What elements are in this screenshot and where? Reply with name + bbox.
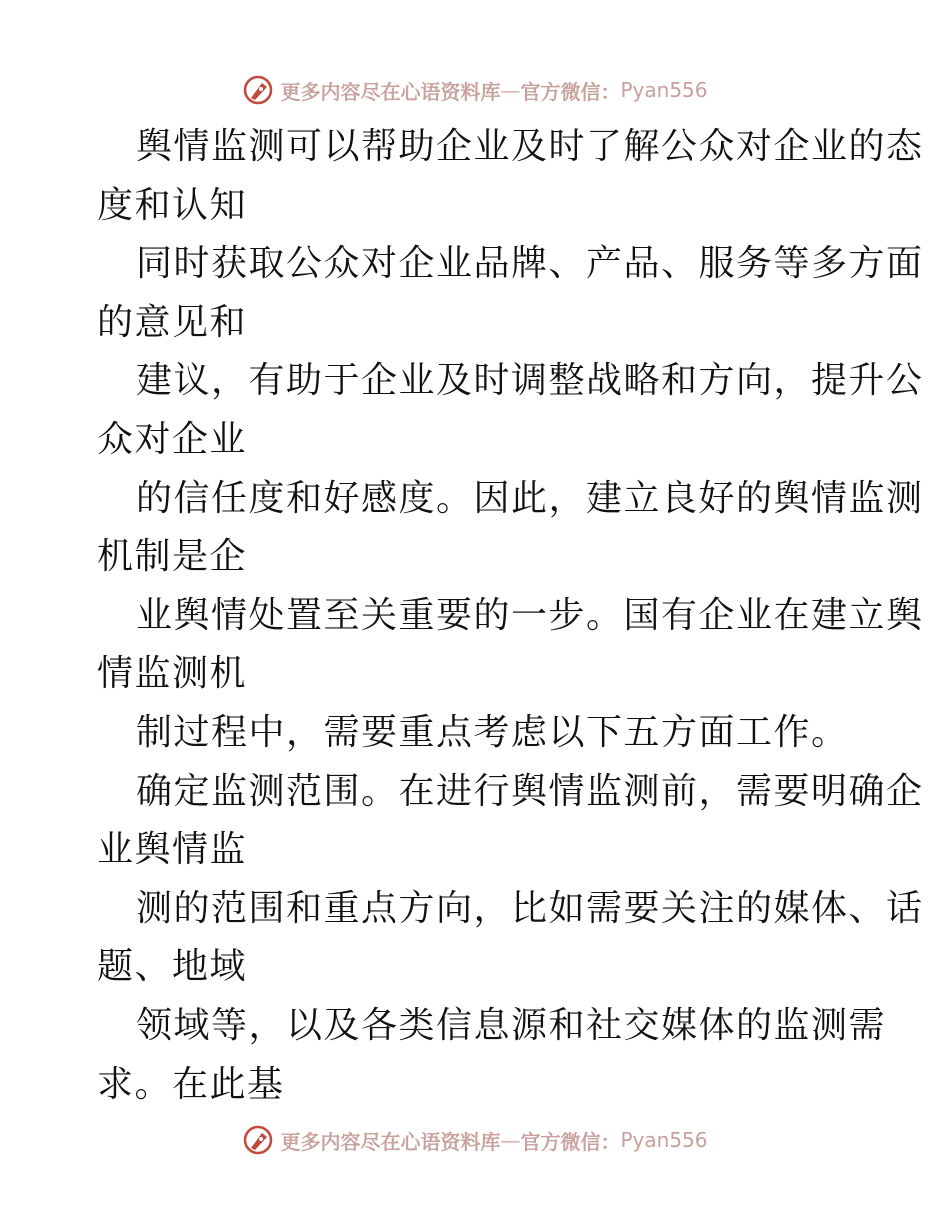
watermark-wechat-label: 官方微信：: [520, 79, 621, 104]
watermark-library-text: 更多内容尽在心语资料库: [280, 79, 501, 104]
text-line-1: 舆情监测可以帮助企业及时了解公众对企业的态: [136, 126, 924, 167]
text-line-3: 同时获取公众对企业品牌、产品、服务等多方面: [136, 243, 924, 285]
text-line-4: 的意见和: [97, 301, 248, 343]
text-line-6: 众对企业: [97, 418, 248, 460]
text-line-14: 测的范围和重点方向，比如需要关注的媒体、话: [136, 887, 924, 929]
text-line-2: 度和认知: [97, 184, 248, 226]
watermark-library-text: 更多内容尽在心语资料库: [280, 1129, 501, 1154]
text-line-12: 确定监测范围。在进行舆情监测前，需要明确企: [136, 770, 924, 812]
footer-watermark: [0, 1120, 950, 1160]
text-line-16: 领域等，以及各类信息源和社交媒体的监测需: [136, 1004, 887, 1046]
text-line-5: 建议，有助于企业及时调整战略和方向，提升公: [136, 360, 924, 402]
text-line-7: 的信任度和好感度。因此，建立良好的舆情监测: [136, 477, 924, 519]
text-line-8: 机制是企: [97, 536, 248, 578]
pen-nib-logo-icon: [242, 74, 274, 106]
text-line-11: 制过程中，需要重点考虑以下五方面工作。: [136, 711, 849, 753]
text-line-10: 情监测机: [97, 653, 248, 695]
pen-nib-logo-icon: [242, 1124, 274, 1156]
watermark-wechat-id: Pyan556: [620, 78, 708, 102]
text-line-17: 求。在此基: [97, 1063, 285, 1105]
watermark-wechat-label: 官方微信：: [520, 1129, 621, 1154]
text-line-9: 业舆情处置至关重要的一步。国有企业在建立舆: [136, 594, 924, 636]
watermark-separator: —: [500, 1128, 521, 1152]
header-watermark: [0, 70, 950, 110]
text-line-13: 业舆情监: [97, 829, 248, 871]
document-body: [97, 118, 924, 1114]
text-line-15: 题、地域: [97, 946, 248, 988]
watermark-wechat-id: Pyan556: [620, 1128, 708, 1152]
watermark-separator: —: [500, 78, 521, 102]
